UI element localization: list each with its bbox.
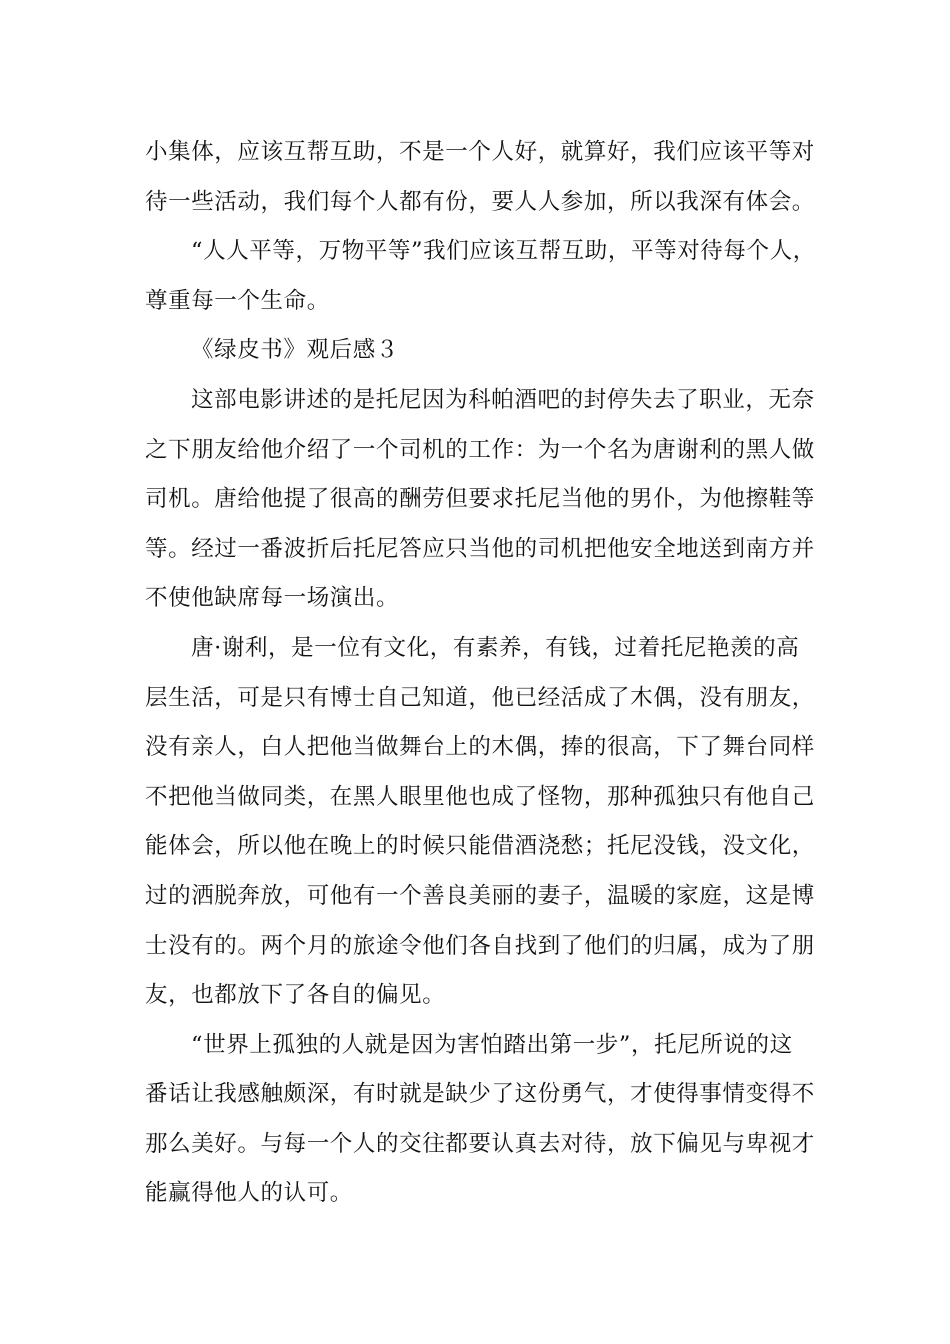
text-line: 能赢得他人的认可。 — [145, 1180, 353, 1207]
text-line: 不使他缺席每一场演出。 — [145, 585, 400, 612]
paragraph-start-line: 这部电影讲述的是托尼因为科帕酒吧的封停失去了职业，无奈 — [191, 386, 815, 413]
text-line: 没有亲人，白人把他当做舞台上的木偶，捧的很高，下了舞台同样 — [145, 734, 815, 761]
text-line: 过的洒脱奔放，可他有一个善良美丽的妻子，温暖的家庭，这是博 — [145, 882, 815, 909]
text-line: 小集体，应该互帮互助，不是一个人好，就算好，我们应该平等对 — [145, 139, 815, 165]
text-line: 能体会，所以他在晚上的时候只能借酒浇愁；托尼没钱，没文化， — [145, 833, 815, 860]
paragraph-start-line: 唐·谢利，是一位有文化，有素养，有钱，过着托尼艳羡的高 — [191, 634, 800, 661]
text-line: 士没有的。两个月的旅途令他们各自找到了他们的归属，成为了朋 — [145, 932, 815, 959]
paragraph-start-line: “人人平等，万物平等”我们应该互帮互助，平等对待每个人， — [191, 238, 816, 265]
text-line: 番话让我感触颇深，有时就是缺少了这份勇气，才使得事情变得不 — [145, 1081, 815, 1108]
text-line: 司机。唐给他提了很高的酬劳但要求托尼当他的男仆，为他擦鞋等 — [145, 486, 815, 513]
text-line: 之下朋友给他介绍了一个司机的工作：为一个名为唐谢利的黑人做 — [145, 436, 815, 463]
text-line: 友，也都放下了各自的偏见。 — [145, 982, 446, 1009]
paragraph-start-line: “世界上孤独的人就是因为害怕踏出第一步”，托尼所说的这 — [191, 1031, 793, 1058]
text-line: 层生活，可是只有博士自己知道，他已经活成了木偶，没有朋友， — [145, 684, 815, 711]
text-line: 待一些活动，我们每个人都有份，要人人参加，所以我深有体会。 — [145, 188, 815, 215]
text-line: 等。经过一番波折后托尼答应只当他的司机把他安全地送到南方并 — [145, 535, 815, 562]
text-line: 不把他当做同类，在黑人眼里他也成了怪物，那种孤独只有他自己 — [145, 783, 815, 810]
text-line: 尊重每一个生命。 — [145, 287, 330, 314]
text-line: 那么美好。与每一个人的交往都要认真去对待，放下偏见与卑视才 — [145, 1130, 815, 1157]
body-text — [145, 128, 816, 1219]
section-heading: 《绿皮书》观后感３ — [191, 337, 399, 364]
